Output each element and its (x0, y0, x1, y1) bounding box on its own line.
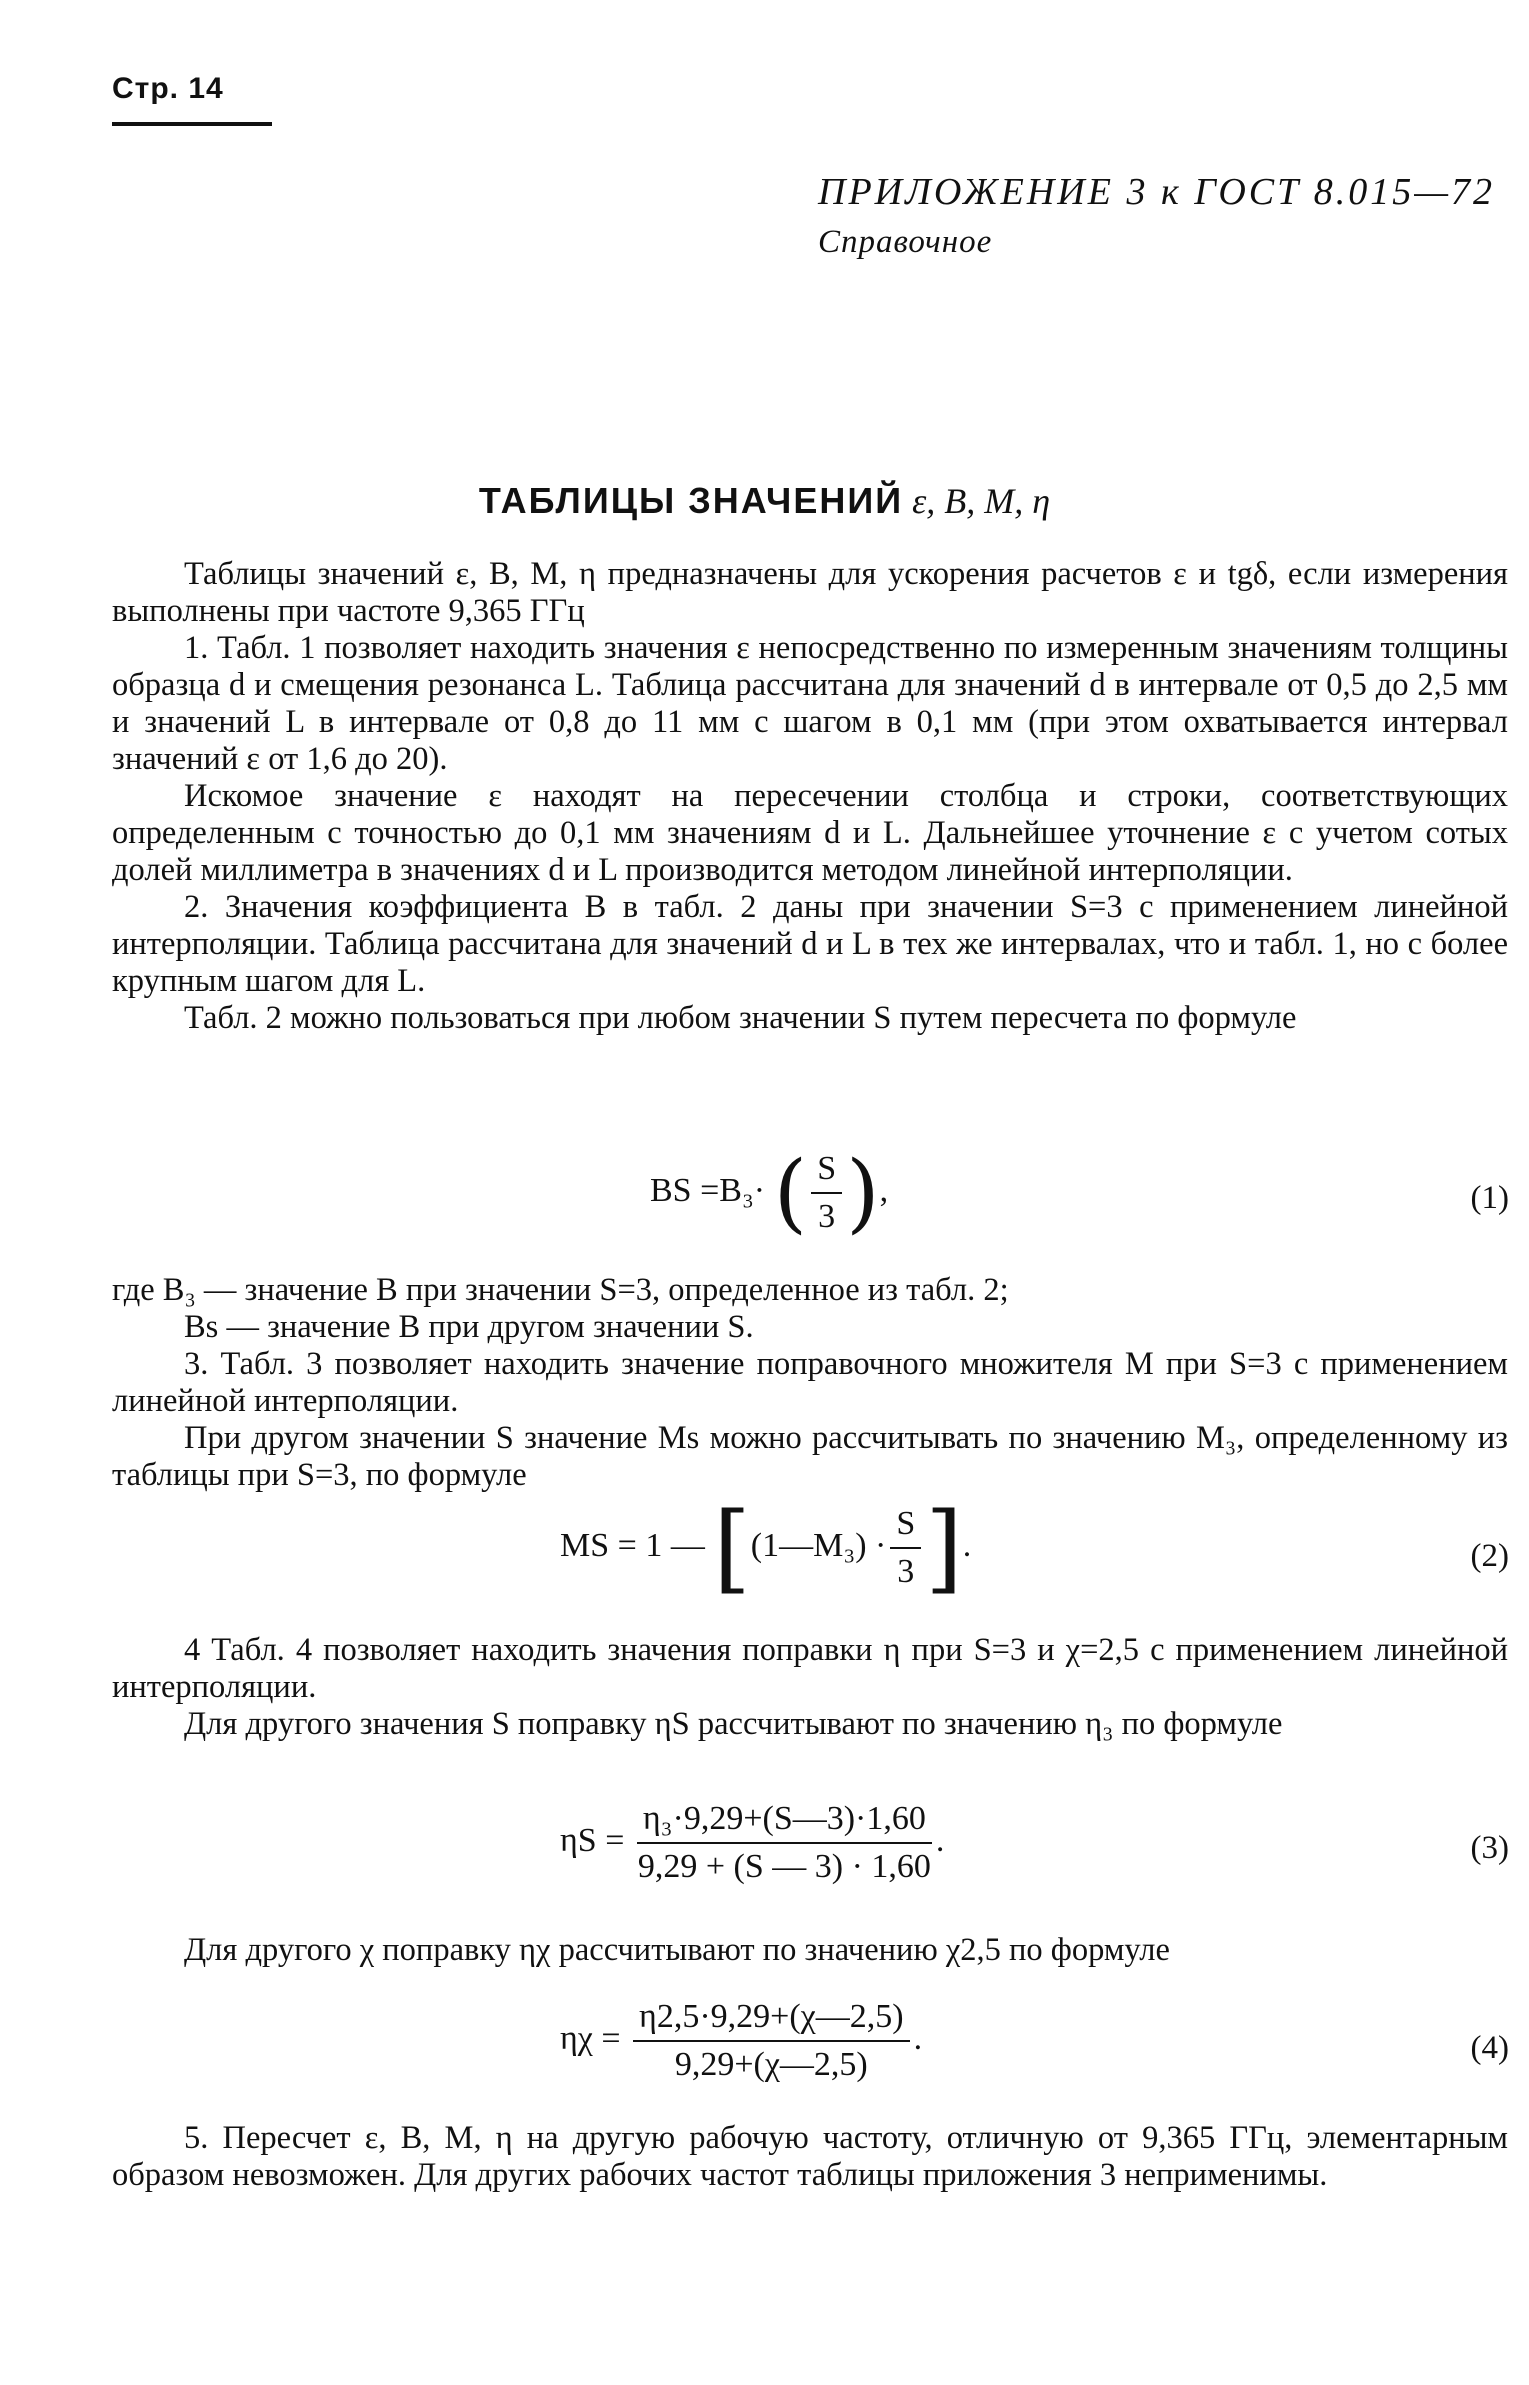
formula-4-tail: . (913, 2019, 923, 2057)
section-title-text: ТАБЛИЦЫ ЗНАЧЕНИЙ (478, 480, 904, 521)
formula-1-lhs: BS =B₃· (650, 1171, 766, 1209)
where-line-1: где B₃ — значение B при значении S=3, определенное из табл. 2; (112, 1272, 1009, 1308)
paragraph-2b: Табл. 2 можно пользоваться при любом значении S путем пересчета по формуле (184, 1000, 1297, 1036)
header-rule (112, 122, 272, 126)
page-number: Стр. 14 (112, 72, 224, 105)
paragraph-3: 3. Табл. 3 позволяет находить значение поправочного множителя M при S=3 с применением линейной интерполяции. (112, 1346, 1508, 1419)
text-block-5 (112, 2120, 1508, 2194)
formula-3-lhs: ηS = (560, 1821, 625, 1859)
formula-3 (560, 1800, 944, 1886)
formula-1 (650, 1143, 889, 1243)
formula-2-open-bracket: [ (713, 1492, 751, 1604)
formula-1-tail: , (879, 1171, 889, 1209)
formula-2-tail: . (962, 1526, 972, 1564)
paragraph-4: 4 Табл. 4 позволяет находить значения поправки η при S=3 и χ=2,5 с применением линейной интерполяции. (112, 1632, 1508, 1705)
formula-2-inner: (1—M₃) · (750, 1526, 887, 1564)
formula-3-fraction (637, 1800, 932, 1886)
paragraph-4b: Для другого значения S поправку ηS рассчитывают по значению η₃ по формуле (184, 1706, 1283, 1742)
formula-4-number: (4) (1470, 2030, 1509, 2066)
paragraph-3b: При другом значении S значение Ms можно рассчитывать по значению M₃, определенному из таблицы при S=3, по формуле (112, 1420, 1508, 1493)
formula-1-numerator: S (811, 1150, 842, 1194)
formula-3-denominator: 9,29 + (S — 3) · 1,60 (637, 1848, 931, 1885)
formula-1-number: (1) (1470, 1180, 1509, 1216)
formula-1-open-paren: ( (773, 1143, 808, 1243)
formula-1-fraction (811, 1150, 842, 1236)
formula-2-number: (2) (1470, 1538, 1509, 1574)
formula-1-denominator: 3 (818, 1198, 836, 1235)
formula-2-lhs: MS = 1 — (560, 1526, 705, 1564)
text-block-2 (112, 1272, 1508, 1494)
paragraph-1b: Искомое значение ε находят на пересечении столбца и строки, соответствующих определенным с точностью до 0,1 мм значениям d и L. Дальнейшее уточнение ε с учетом сотых долей миллиметра в значениях d и L производится методом линейной интерполяции. (112, 778, 1508, 888)
paragraph-intro: Таблицы значений ε, B, M, η предназначены для ускорения расчетов ε и tgδ, если измерения выполнены при частоте 9,365 ГГц (112, 556, 1508, 629)
text-block-4 (112, 1932, 1508, 1969)
formula-3-numerator: η₃·9,29+(S—3)·1,60 (637, 1800, 932, 1844)
formula-4 (560, 1998, 922, 2084)
paragraph-4c: Для другого χ поправку ηχ рассчитывают по значению χ2,5 по формуле (184, 1932, 1170, 1968)
where-line-2: Bs — значение B при другом значении S. (184, 1309, 754, 1345)
section-title (0, 480, 1529, 522)
formula-4-lhs: ηχ = (560, 2019, 621, 2057)
formula-2 (560, 1492, 972, 1604)
paragraph-5: 5. Пересчет ε, B, M, η на другую рабочую частоту, отличную от 9,365 ГГц, элементарным образом невозможен. Для других рабочих частот таблицы приложения 3 неприменимы. (112, 2120, 1508, 2193)
formula-4-denominator: 9,29+(χ—2,5) (674, 2046, 868, 2083)
formula-2-denominator: 3 (897, 1553, 915, 1590)
text-block-1 (112, 556, 1508, 1037)
section-title-symbols: ε, B, M, η (912, 481, 1051, 521)
formula-4-numerator: η2,5·9,29+(χ—2,5) (633, 1998, 910, 2042)
formula-2-numerator: S (890, 1505, 921, 1549)
formula-2-fraction (890, 1505, 921, 1591)
appendix-type: Справочное (818, 224, 993, 260)
formula-1-close-paren: ) (846, 1143, 880, 1243)
appendix-heading: ПРИЛОЖЕНИЕ 3 к ГОСТ 8.015—72 (818, 171, 1496, 213)
paragraph-2: 2. Значения коэффициента B в табл. 2 даны при значении S=3 с применением линейной интерполяции. Таблица рассчитана для значений d и L в тех же интервалах, что и табл. 1, но с более крупным шагом для L. (112, 889, 1508, 999)
formula-3-tail: . (935, 1821, 945, 1859)
formula-4-fraction (633, 1998, 910, 2084)
formula-2-close-bracket: ] (925, 1492, 963, 1604)
paragraph-1: 1. Табл. 1 позволяет находить значения ε непосредственно по измеренным значениям толщины образца d и смещения резонанса L. Таблица рассчитана для значений d в интервале от 0,5 до 2,5 мм и значений L в интервале от 0,8 до 11 мм с шагом в 0,1 мм (при этом охватывается интервал значений ε от 1,6 до 20). (112, 630, 1508, 777)
formula-3-number: (3) (1470, 1830, 1509, 1866)
text-block-3 (112, 1632, 1508, 1743)
